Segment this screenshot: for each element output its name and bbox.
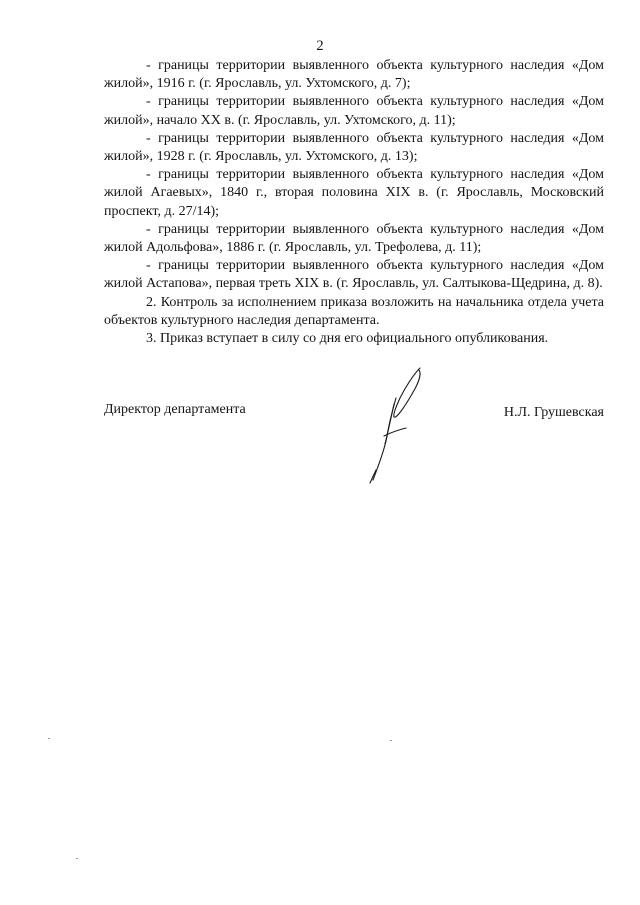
scan-speck [390, 740, 392, 741]
document-body [104, 57, 604, 348]
list-item: - границы территории выявленного объекта культурного наследия «Дом жилой Агаевых», 1840 г., вторая половина XIX в. (г. Ярославль, Московский проспект, д. 27/14); [104, 167, 604, 219]
list-item: - границы территории выявленного объекта культурного наследия «Дом жилой Астапова», первая треть XIX в. (г. Ярославль, ул. Салтыкова-Щедрина, д. 8). [104, 258, 604, 292]
list-item: - границы территории выявленного объекта культурного наследия «Дом жилой», 1928 г. (г. Ярославль, ул. Ухтомского, д. 13); [104, 130, 604, 165]
clause-effective-date: 3. Приказ вступает в силу со дня его официального опубликования. [146, 331, 549, 347]
list-item: - границы территории выявленного объекта культурного наследия «Дом жилой», начало XX в. (г. Ярославль, ул. Ухтомского, д. 11); [104, 94, 604, 128]
page-number: 2 [316, 38, 324, 54]
handwritten-signature [356, 362, 428, 484]
signatory-position: Директор департамента [104, 402, 246, 417]
list-item: - границы территории выявленного объекта культурного наследия «Дом жилой Адольфова», 1886 г. (г. Ярославль, ул. Трефолева, д. 11); [104, 221, 604, 256]
signature-block [104, 402, 604, 422]
clause-control: 2. Контроль за исполнением приказа возложить на начальника отдела учета объектов культурного наследия департамента. [104, 294, 604, 328]
list-item: - границы территории выявленного объекта культурного наследия «Дом жилой», 1916 г. (г. Ярославль, ул. Ухтомского, д. 7); [104, 58, 604, 92]
scan-speck [76, 858, 78, 859]
signatory-name: Н.Л. Грушевская [503, 405, 604, 420]
scan-speck [48, 738, 50, 739]
